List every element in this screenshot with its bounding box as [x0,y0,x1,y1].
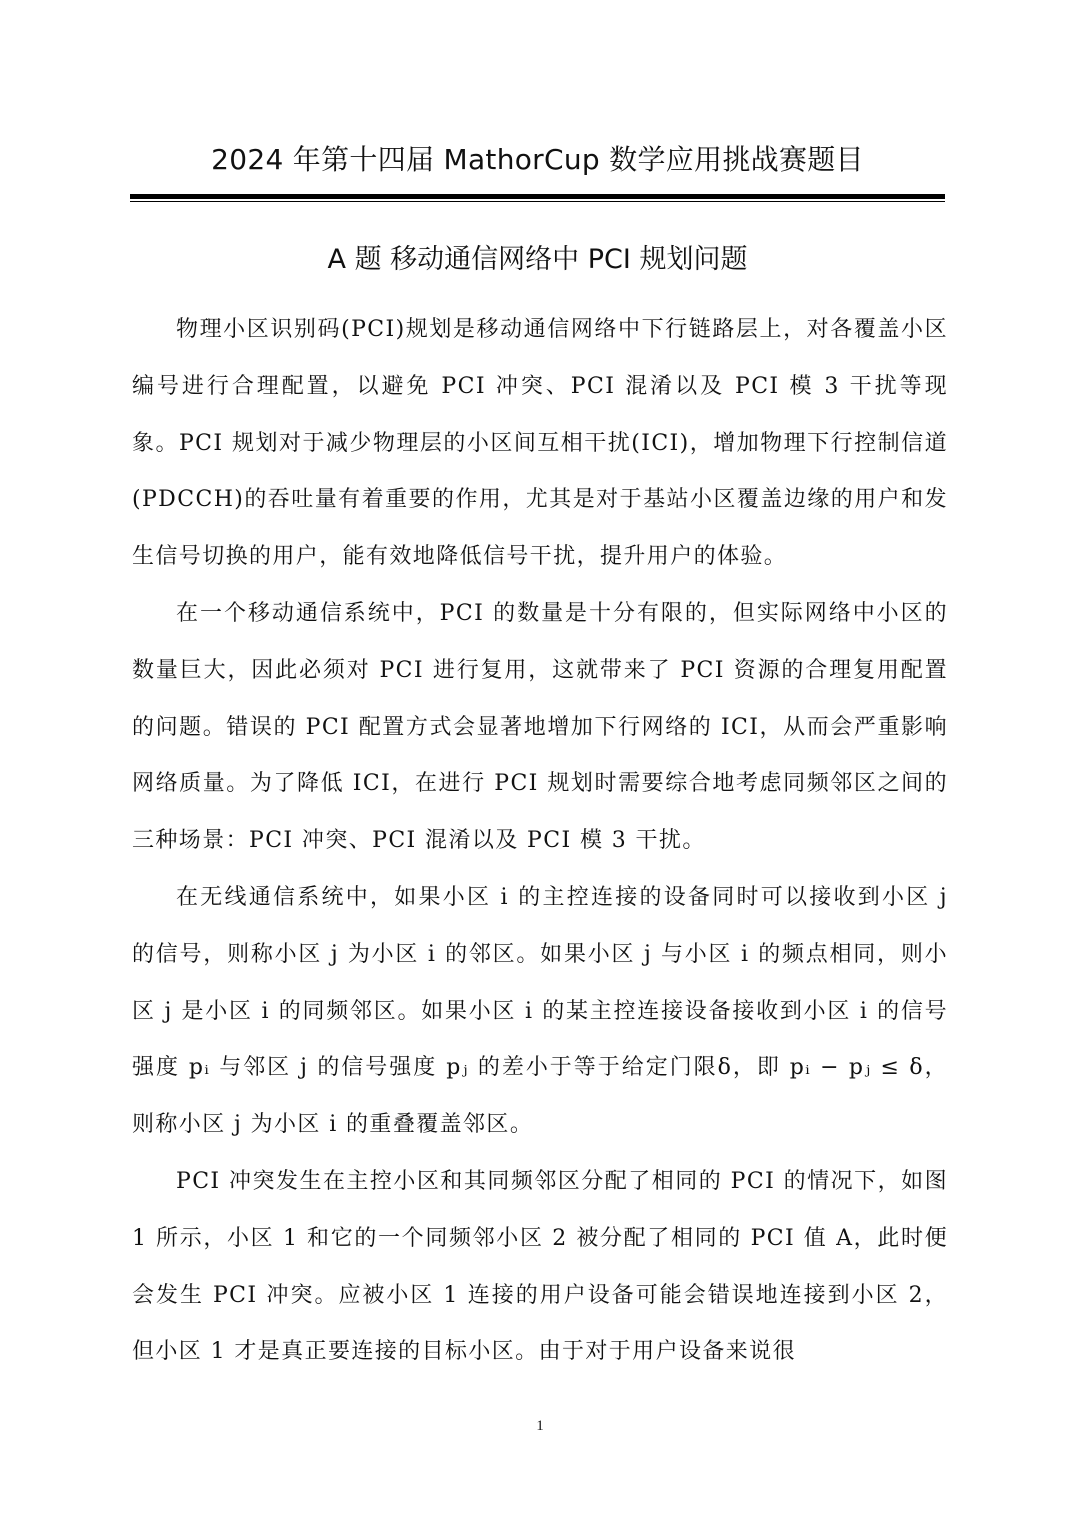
body-text [132,302,948,1381]
document-title: 2024 年第十四届 MathorCup 数学应用挑战赛题目 [211,143,864,176]
paragraph-pci-planning: 物理小区识别码(PCI)规划是移动通信网络中下行链路层上，对各覆盖小区编号进行合理配置，以避免 PCI 冲突、PCI 混淆以及 PCI 模 3 干扰等现象。PCI 规划对于减少物理层的小区间互相干扰(ICI)，增加物理下行控制信道(PDCCH)的吞吐量有着重要的作用，尤其是对于基站小区覆盖边缘的用户和发生信号切换的用户，能有效地降低信号干扰，提升用户的体验。 [132,317,948,570]
title-divider-thin [130,201,945,202]
section-title: A 题 移动通信网络中 PCI 规划问题 [327,244,748,275]
paragraph-pci-conflict: PCI 冲突发生在主控小区和其同频邻区分配了相同的 PCI 的情况下，如图 1 所示，小区 1 和它的一个同频邻小区 2 被分配了相同的 PCI 值 A，此时便会发生 PCI 冲突。应被小区 1 连接的用户设备可能会错误地连接到小区 2，但小区 1 才是真正要连接的目标小区。由于对于用户设备来说很 [132,1168,948,1365]
paragraph-neighbor-definition: 在无线通信系统中，如果小区 i 的主控连接的设备同时可以接收到小区 j 的信号，则称小区 j 为小区 i 的邻区。如果小区 j 与小区 i 的频点相同，则小区 j 是小区 i 的同频邻区。如果小区 i 的某主控连接设备接收到小区 i 的信号强度 pᵢ 与邻区 j 的信号强度 pⱼ 的差小于等于给定门限δ，即 pᵢ − pⱼ ≤ δ，则称小区 j 为小区 i 的重叠覆盖邻区。 [132,884,948,1138]
title-divider-thick [130,194,945,199]
paragraph-pci-reuse: 在一个移动通信系统中，PCI 的数量是十分有限的，但实际网络中小区的数量巨大，因此必须对 PCI 进行复用，这就带来了 PCI 资源的合理复用配置的问题。错误的 PCI 配置方式会显著地增加下行网络的 ICI，从而会严重影响网络质量。为了降低 ICI，在进行 PCI 规划时需要综合地考虑同频邻区之间的三种场景：PCI 冲突、PCI 混淆以及 PCI 模 3 干扰。 [132,600,948,854]
page-number: 1 [536,1418,544,1434]
